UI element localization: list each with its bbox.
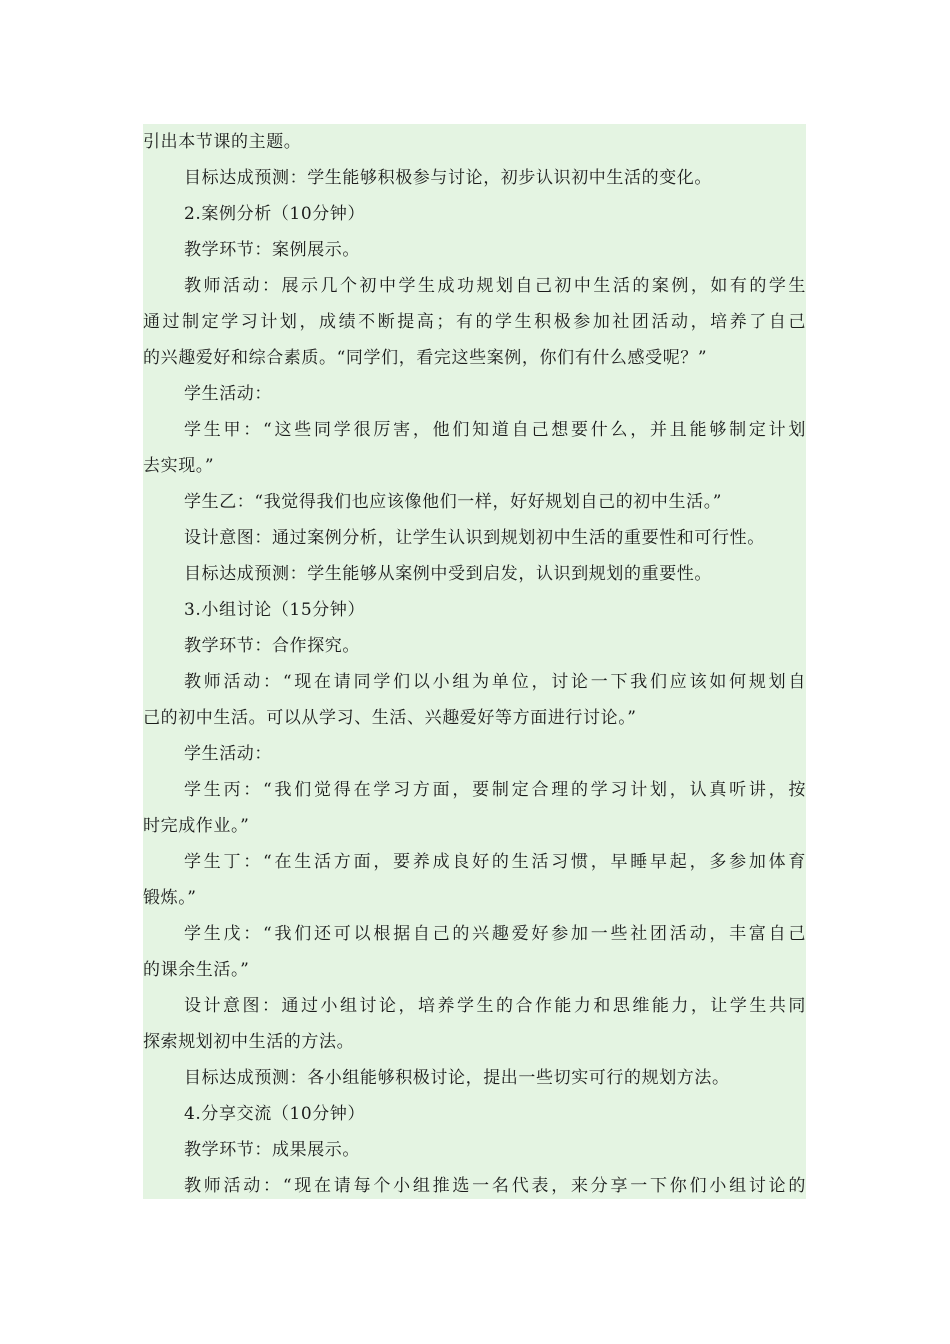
text-line-20: 时完成作业。” bbox=[143, 816, 250, 836]
text-line-9: 学生甲：“这些同学很厉害，他们知道自己想要什么，并且能够制定计划 bbox=[184, 420, 806, 440]
section-heading-group-discussion: 3.小组讨论（15分钟） bbox=[184, 600, 366, 620]
text-line-2: 目标达成预测：学生能够积极参与讨论，初步认识初中生活的变化。 bbox=[184, 168, 712, 188]
text-line-30: 教师活动：“现在请每个小组推选一名代表，来分享一下你们小组讨论的 bbox=[184, 1176, 806, 1196]
text-line-15: 教学环节：合作探究。 bbox=[184, 636, 360, 656]
text-line-26: 探索规划初中生活的方法。 bbox=[143, 1032, 355, 1052]
text-line-8: 学生活动： bbox=[184, 384, 272, 404]
section-heading-sharing: 4.分享交流（10分钟） bbox=[184, 1104, 366, 1124]
text-line-29: 教学环节：成果展示。 bbox=[184, 1140, 360, 1160]
text-line-1: 引出本节课的主题。 bbox=[143, 132, 302, 152]
text-line-18: 学生活动： bbox=[184, 744, 272, 764]
text-line-11: 学生乙：“我觉得我们也应该像他们一样，好好规划自己的初中生活。” bbox=[184, 492, 723, 512]
text-line-12: 设计意图：通过案例分析，让学生认识到规划初中生活的重要性和可行性。 bbox=[184, 528, 765, 548]
text-line-13: 目标达成预测：学生能够从案例中受到启发，认识到规划的重要性。 bbox=[184, 564, 712, 584]
text-line-7: 的兴趣爱好和综合素质。“同学们，看完这些案例，你们有什么感受呢？” bbox=[143, 348, 708, 368]
text-line-25: 设计意图：通过小组讨论，培养学生的合作能力和思维能力，让学生共同 bbox=[184, 996, 806, 1016]
text-line-6: 通过制定学习计划，成绩不断提高；有的学生积极参加社团活动，培养了自己 bbox=[143, 312, 806, 332]
text-line-10: 去实现。” bbox=[143, 456, 215, 476]
text-line-4: 教学环节：案例展示。 bbox=[184, 240, 360, 260]
text-line-5: 教师活动：展示几个初中学生成功规划自己初中生活的案例，如有的学生 bbox=[184, 276, 806, 296]
highlighted-text-block bbox=[143, 124, 806, 1199]
text-line-19: 学生丙：“我们觉得在学习方面，要制定合理的学习计划，认真听讲，按 bbox=[184, 780, 806, 800]
text-line-24: 的课余生活。” bbox=[143, 960, 250, 980]
text-line-16: 教师活动：“现在请同学们以小组为单位，讨论一下我们应该如何规划自 bbox=[184, 672, 806, 692]
text-line-23: 学生戊：“我们还可以根据自己的兴趣爱好参加一些社团活动，丰富自己 bbox=[184, 924, 806, 944]
text-line-27: 目标达成预测：各小组能够积极讨论，提出一些切实可行的规划方法。 bbox=[184, 1068, 730, 1088]
text-line-17: 己的初中生活。可以从学习、生活、兴趣爱好等方面进行讨论。” bbox=[143, 708, 637, 728]
text-line-21: 学生丁：“在生活方面，要养成良好的生活习惯，早睡早起，多参加体育 bbox=[184, 852, 806, 872]
section-heading-case-analysis: 2.案例分析（10分钟） bbox=[184, 204, 366, 224]
text-line-22: 锻炼。” bbox=[143, 888, 197, 908]
